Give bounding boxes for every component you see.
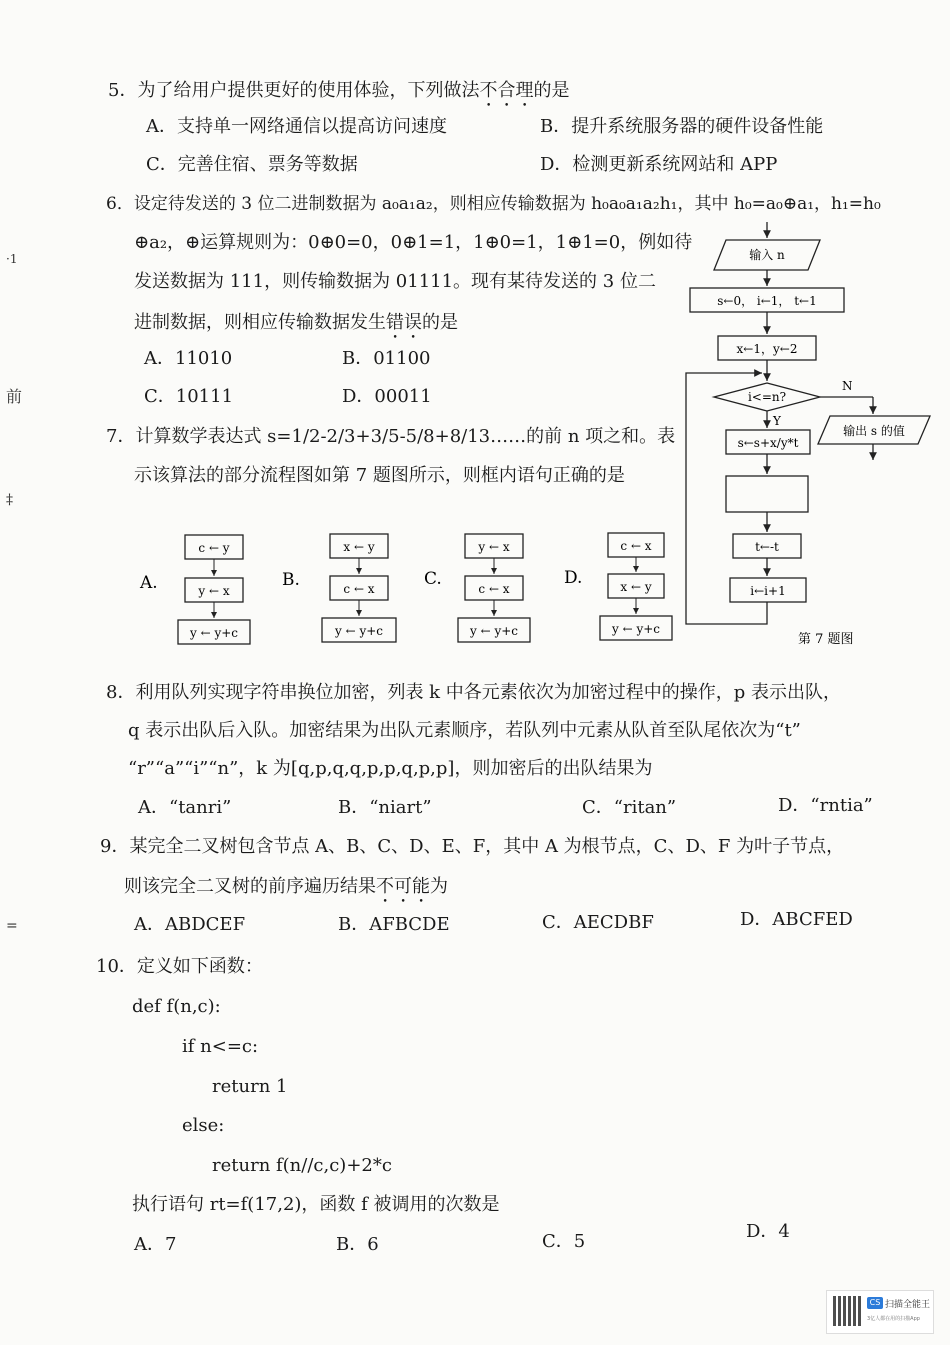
question-stem: ⊕a₂，⊕运算规则为：0⊕0=0，0⊕1=1，1⊕0=1，1⊕1=0，例如待 bbox=[134, 232, 693, 253]
question-stem: 10．定义如下函数： bbox=[96, 956, 263, 977]
flow-output: 输出 s 的值 bbox=[843, 424, 905, 438]
question-stem: “r”“a”“i”“n”，k 为[q,p,q,q,p,p,q,p,p]，则加密后的出队结果为 bbox=[128, 758, 653, 779]
option-box: c ← x bbox=[620, 539, 652, 553]
cs-logo-icon: CS bbox=[867, 1297, 883, 1309]
question-stem: q 表示出队后入队。加密结果为出队元素顺序，若队列中元素从队首至队尾依次为“t” bbox=[128, 720, 801, 741]
q7-flowchart bbox=[686, 222, 930, 647]
emphasis-text: 不可能 bbox=[376, 876, 430, 897]
option-box: c ← x bbox=[478, 582, 510, 596]
option-c: C．“ritan” bbox=[582, 797, 677, 818]
option-a: A．支持单一网络通信以提高访问速度 bbox=[146, 116, 447, 137]
margin-mark: 前 bbox=[6, 387, 23, 406]
option-box: y ← x bbox=[198, 584, 230, 598]
margin-mark: ·1 bbox=[6, 252, 18, 266]
emphasis-text: 错误 bbox=[386, 312, 422, 333]
code-line: return f(n//c,c)+2*c bbox=[212, 1155, 392, 1176]
code-line: else: bbox=[182, 1115, 225, 1136]
option-box: c ← x bbox=[343, 582, 375, 596]
flow-input: 输入 n bbox=[749, 248, 785, 262]
option-a: A．ABDCEF bbox=[134, 914, 246, 935]
option-b-diagram bbox=[282, 534, 396, 642]
option-c-diagram bbox=[424, 534, 530, 642]
code-line: return 1 bbox=[212, 1076, 288, 1097]
question-stem: 7．计算数学表达式 s=1/2-2/3+3/5-5/8+8/13……的前 n 项之和。表 bbox=[106, 426, 676, 447]
option-box: y ← y+c bbox=[189, 626, 239, 640]
option-b: B．“niart” bbox=[338, 797, 432, 818]
margin-mark: ‡ bbox=[6, 492, 13, 508]
scanner-tagline: 3亿人都在用的扫描App bbox=[867, 1316, 920, 1322]
flow-condition: i<=n? bbox=[747, 390, 787, 404]
option-box: x ← y bbox=[620, 580, 652, 594]
flow-init: s←0， i←1， t←1 bbox=[717, 294, 817, 308]
option-box: y ← y+c bbox=[334, 624, 384, 638]
flow-process: i←i+1 bbox=[750, 584, 786, 598]
code-line: def f(n,c): bbox=[132, 996, 221, 1017]
question-stem: 发送数据为 111，则传输数据为 01111。现有某待发送的 3 位二 bbox=[134, 271, 656, 292]
scanner-watermark bbox=[826, 1290, 934, 1334]
question-stem: 进制数据，则相应传输数据发生错误的是 bbox=[134, 312, 458, 333]
option-box: x ← y bbox=[343, 540, 375, 554]
question-stem: 9．某完全二叉树包含节点 A、B、C、D、E、F，其中 A 为根节点，C、D、F 为叶子节点， bbox=[100, 836, 845, 857]
figure-caption: 第 7 题图 bbox=[798, 632, 854, 647]
option-c: C．10111 bbox=[144, 386, 234, 407]
option-b: B．AFBCDE bbox=[338, 914, 450, 935]
question-stem: 则该完全二叉树的前序遍历结果不可能为 bbox=[124, 876, 448, 897]
question-stem: 示该算法的部分流程图如第 7 题图所示，则框内语句正确的是 bbox=[134, 465, 625, 486]
flow-yes-label: Y bbox=[773, 414, 781, 428]
option-c: C．AECDBF bbox=[542, 912, 654, 933]
scanner-app-name: 扫描全能王 bbox=[885, 1300, 931, 1310]
option-a: A．“tanri” bbox=[138, 797, 232, 818]
option-b: B．6 bbox=[336, 1234, 379, 1255]
option-letter: A. bbox=[140, 573, 158, 593]
option-a: A．7 bbox=[134, 1234, 177, 1255]
option-d: D．00011 bbox=[342, 386, 432, 407]
blank-box bbox=[726, 476, 808, 512]
margin-mark: = bbox=[6, 918, 18, 934]
question-stem: 6．设定待发送的 3 位二进制数据为 a₀a₁a₂，则相应传输数据为 h₀a₀a₁a₂h₁，其中 h₀=a₀⊕a₁，h₁=h₀ bbox=[106, 194, 881, 214]
option-b: B．提升系统服务器的硬件设备性能 bbox=[540, 116, 824, 137]
qr-code-icon bbox=[833, 1296, 863, 1326]
option-c: C．5 bbox=[542, 1231, 586, 1252]
option-box: y ← x bbox=[478, 540, 510, 554]
option-c: C．完善住宿、票务等数据 bbox=[146, 154, 358, 175]
code-line: if n<=c: bbox=[182, 1036, 259, 1057]
flow-process: s←s+x/y*t bbox=[737, 436, 799, 450]
option-letter: C. bbox=[424, 569, 442, 589]
flow-init: x←1，y←2 bbox=[736, 342, 798, 356]
option-letter: D. bbox=[564, 568, 583, 588]
option-a-diagram bbox=[139, 535, 250, 644]
option-letter: B. bbox=[282, 570, 300, 590]
option-d: D．4 bbox=[746, 1221, 790, 1242]
flow-process: t←-t bbox=[755, 540, 779, 554]
option-box: y ← y+c bbox=[469, 624, 519, 638]
question-stem: 8．利用队列实现字符串换位加密，列表 k 中各元素依次为加密过程中的操作，p 表示出队， bbox=[106, 682, 842, 703]
emphasis-text: 不合理 bbox=[479, 80, 534, 101]
option-box: y ← y+c bbox=[611, 622, 661, 636]
option-d: D．ABCFED bbox=[740, 909, 853, 930]
option-d-diagram bbox=[564, 533, 672, 640]
question-stem: 执行语句 rt=f(17,2)，函数 f 被调用的次数是 bbox=[132, 1194, 500, 1215]
option-d: D．“rntia” bbox=[778, 795, 873, 816]
option-d: D．检测更新系统网站和 APP bbox=[540, 154, 778, 175]
option-b: B．01100 bbox=[342, 348, 431, 369]
option-box: c ← y bbox=[198, 541, 230, 555]
option-a: A．11010 bbox=[144, 348, 233, 369]
question-stem: 5．为了给用户提供更好的使用体验，下列做法不合理的是 bbox=[108, 80, 570, 101]
flow-no-label: N bbox=[842, 379, 853, 393]
